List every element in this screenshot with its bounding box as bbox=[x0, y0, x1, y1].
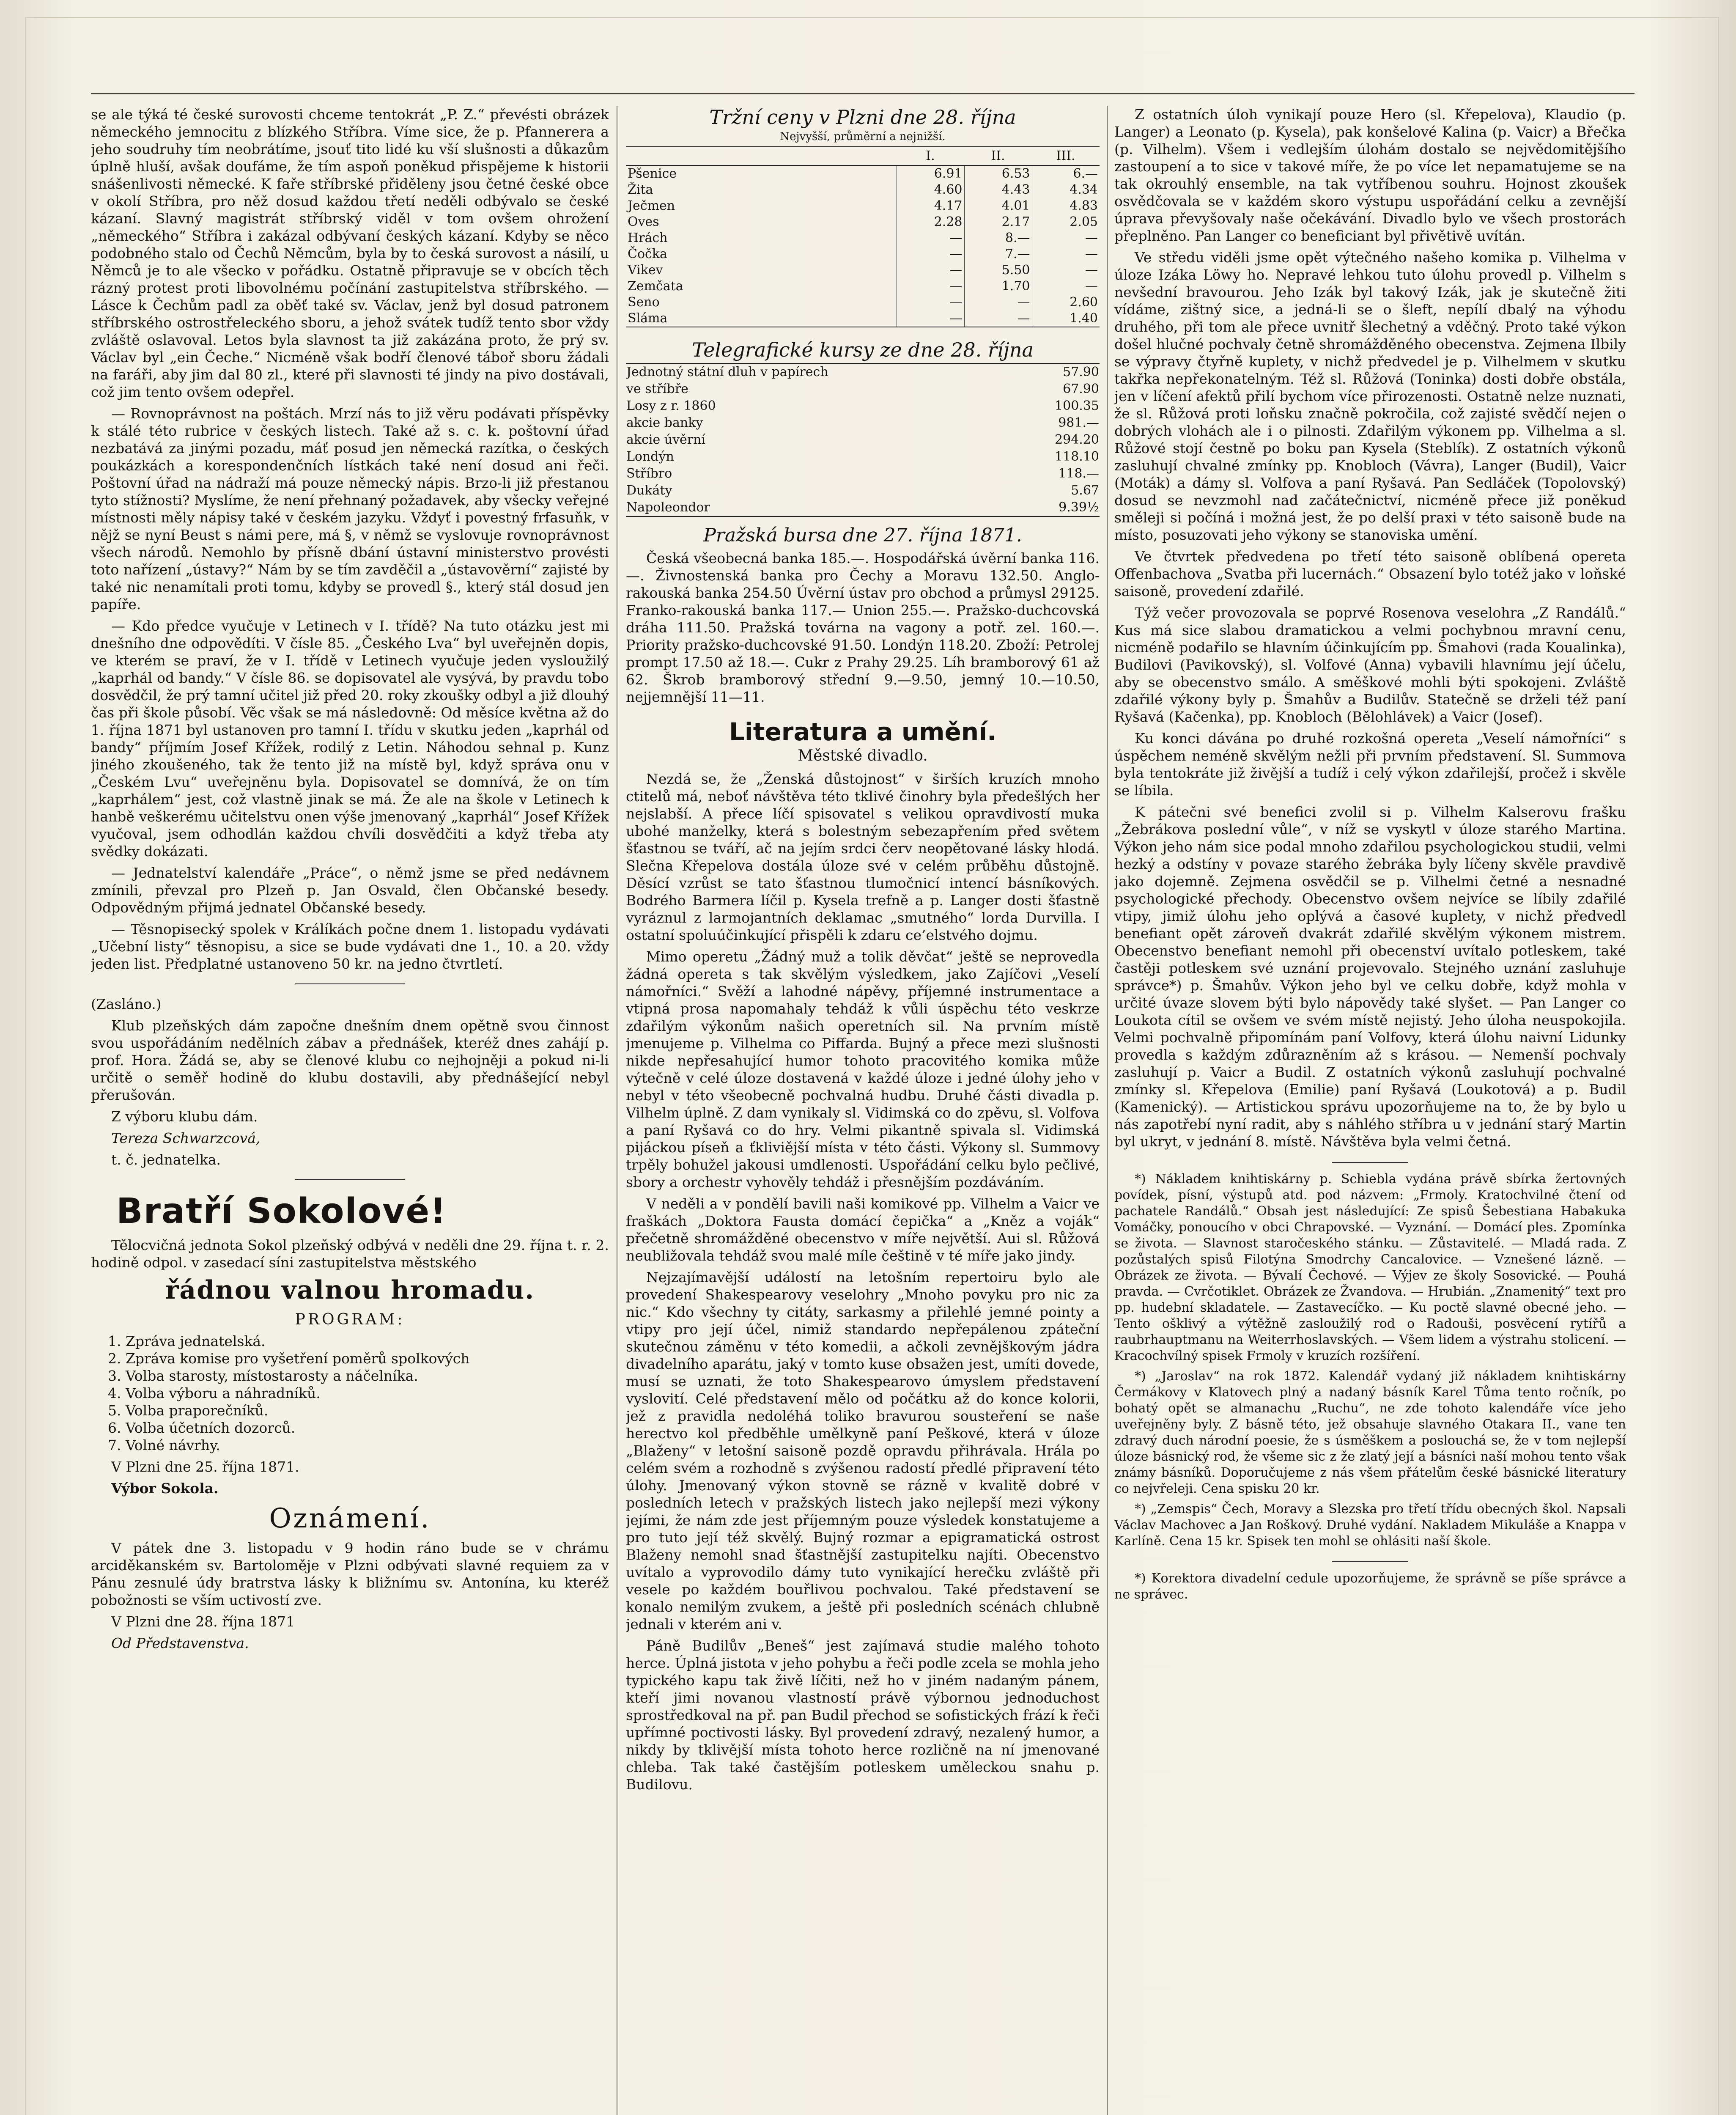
price-cell: 2.28 bbox=[897, 214, 964, 230]
theatre-review: Nejzajímavější událostí na letošním repertoiru bylo ale provedení Shakespearovy veselohry „Mnoho povyku pro nic za nic.“ Kdo všechny ty citáty, sarkasmy a přilehlé jemné pointy a vtipy pro její účel, nimiž standardo nepřepálenou zpáteční skutečnou záměnu v této komedii, a ačkoli zevnějškovým jádra divadelního aparátu, jaký v tomto kuse obsažen jest, umíti dovede, musí se uznati, že toto Shakespearovo úmyslem představení vyslovití. Celé představení mělo od počátku až do konce kolorii, jež z pravidla nedoléhá toliko bravurou sousteření se naše herectvo kol předběhle umělkyně paní Peškové, která v úloze „Blaženy“ v letošní saisoně pozdě opravdu přihrávala. Hrála po celém svém a rozhodně s zvýšenou radostí předlé připravení této úlohy. Jmenovaný výkon stovně se rázně v kvalitě dobré v posledních letech v pražských listech jako nejlepší mezi výkony jejími, že nám zde jest příjemným pouze výsledek konstatujeme a pro tuto její též skvělý. Bujný rozmar a epigramatická ostrost Blaženy nemohl snad šťastnější zastupitelku najíti. Obecenstvo uvítalo a vyprovodilo dámy tuto vynikající herečku zvláště při vesele po každém bouřlivou pochvalou. Také představení se konalo nemilým zvukem, a ještě při posledních scénách chlubně jednali v kterém ani v. bbox=[626, 1269, 1100, 1632]
table-row bbox=[626, 415, 1100, 431]
bourse-title: Pražská bursa dne 27. října 1871. bbox=[703, 525, 1022, 546]
theatre-review: Páně Budilův „Beneš“ jest zajímavá studie malého tohoto herce. Úplná jistota v jeho pohybu a řeči podle zcela se mohla jeho typického kapu tak živě líčiti, než ho v jiném nadaným pánem, kteří jimi novanou vlastností právě výbornou jednoduchost sprostředkoval na př. pan Budil přechod se sofistických frází k řeči upřímné poctivosti lásky. Byl provedení zdravý, nezalený humor, a nikdy by tklivější místa tohoto herce rozličně na ní jmenované chleba. Tak také častějším potleskem uměleckou snahu p. Budilovu. bbox=[626, 1637, 1100, 1793]
commodity-name: Sláma bbox=[626, 310, 897, 327]
price-cell: — bbox=[897, 230, 964, 246]
rate-cell: 9.39½ bbox=[1059, 500, 1099, 515]
table-row bbox=[626, 398, 1100, 415]
commodity-name: Oves bbox=[628, 214, 659, 229]
book-notice: *) Nákladem knihtiskárny p. Schiebla vydána právě sbírka žertovných povídek, písní, výstupů atd. pod názvem: „Frmoly. Kratochvilné čtení od pachatele Randálů.“ Obsah jest následující: Ze spisů Šebestiana Habakuka Vomáčky, ponoucího v obci Chrapovské. — Vyznání. — Domácí ples. Zpomínka se života. — Slavnost staročeského stánku. — Zůstavitelé. — Mladá rada. Z pozůstalých spisů Filotýna Smodrchy Cancalovice. — Vznešené lázně. — Obrázek ze života. — Bývalí Čechové. — Výjev ze školy Sosovické. — Pouhá pravda. — Cvrčotiklet. Obrázek ze Žvandova. — Hrubián. „Znamenitý“ text pro pp. hudební skladatele. — Zastavecíčko. — Ku poctě slavné obecné jeho. — Tento ošklivý a výtěžně zasloužilý rod o Radouši, posvěcení rytířů a raubrhauptmanu na Weiterrhoslavských. — Všem lidem a výstrahu stolicení. — Kracochvílný spisek Frmoly v kruzích rozšíření. bbox=[1114, 1172, 1626, 1363]
column-left bbox=[91, 106, 609, 2115]
security-name: ve stříbře bbox=[626, 382, 688, 396]
program-item: 6. Volba účetních dozorců. bbox=[108, 1420, 296, 1436]
exchange-rates-title: Telegrafické kursy ze dne 28. října bbox=[692, 338, 1034, 361]
news-item-calendar: — Jednatelství kalendáře „Práce“, o němž jsme se před nedávnem zmínili, převzal pro Plzeň p. Jan Osvald, člen Občanské besedy. Odpovědným přijmá jednatel Občanské besedy. bbox=[91, 865, 609, 916]
commodity-name: Vikev bbox=[628, 263, 663, 277]
price-cell: — bbox=[964, 294, 1032, 310]
theatre-review: Týž večer provozovala se poprvé Rosenova veselohra „Z Randálů.“ Kus má sice slabou dramatickou a velmi pochybnou mravní cenu, nicméně podařilo se hlavním účinkujícím pp. Šmahovi (rada Koualinka), Budilovi (Pavikovský), sl. Volfové (Anna) vybavili hlavnímu její účelu, aby se obecenstvo smálo. A směškové mohli býti spokojeni. Zvláště zdařilé výkony byly p. Šmahův a Budilův. Statečně se drželi též paní Ryšavá (Kačenka), pp. Knobloch (Bělohlávek) a Vaicr (Josef). bbox=[1114, 604, 1626, 725]
table-header: III. bbox=[1032, 147, 1100, 165]
column-middle bbox=[626, 106, 1100, 2115]
literature-subheading: Městské divadlo. bbox=[798, 747, 928, 764]
price-cell: 5.50 bbox=[964, 262, 1032, 278]
rate-cell: 5.67 bbox=[1071, 483, 1099, 498]
table-row bbox=[626, 214, 1100, 230]
price-cell: 2.05 bbox=[1032, 214, 1100, 230]
rate-cell: 981.— bbox=[1058, 415, 1099, 430]
security-name: akcie úvěrní bbox=[626, 432, 706, 447]
rate-cell: 57.90 bbox=[1063, 365, 1099, 379]
price-cell: 4.01 bbox=[964, 198, 1032, 214]
divider bbox=[1332, 1162, 1408, 1163]
zaslano-signature-name: Tereza Schwarzcová, bbox=[111, 1130, 261, 1146]
program-item: 3. Volba starosty, místostarosty a náčelníka. bbox=[108, 1368, 418, 1384]
price-cell: 4.43 bbox=[964, 182, 1032, 198]
program-item: 7. Volné návrhy. bbox=[108, 1437, 220, 1453]
table-row bbox=[626, 465, 1100, 482]
divider bbox=[1332, 1561, 1408, 1562]
rate-cell: 294.20 bbox=[1055, 432, 1099, 447]
theatre-review: Nezdá se, že „Ženská důstojnost“ v širších kruzích mnoho ctitelů má, neboť návštěva této tklivé činohry byla předešlých her nejslabší. A přece líčí spisovatel s velikou opravdivostí muka ubohé manželky, která s bolestným sebezapřením před světem šťastnou se tváří, ač na jejím srdci červ neopětované lásky hlodá. Slečna Křepelova dostála úloze své v celém průběhu důstojně. Děsící vzrůst se tato šťastnou tlumočnicí intencí básníkových. Bodrého Barmera líčil p. Kysela trefně a p. Langer dosti šťastně vyráznul z larmojantních deklamac „smutného“ lorda Durvilla. I ostatní spoluúčinkující přispěli k zdaru ce’elstvého dojmu. bbox=[626, 771, 1100, 943]
announcement-date: V Plzni dne 28. října 1871 bbox=[111, 1613, 295, 1630]
commodity-name: Čočka bbox=[628, 247, 667, 261]
table-row bbox=[626, 165, 1100, 182]
table-row bbox=[626, 499, 1100, 516]
commodity-name: Hrách bbox=[628, 231, 668, 245]
program-item: 5. Volba praporečníků. bbox=[108, 1402, 269, 1419]
price-cell: 4.17 bbox=[897, 198, 964, 214]
table-row bbox=[626, 431, 1100, 448]
table-row bbox=[626, 262, 1100, 278]
zaslano-signature: Z výboru klubu dám. bbox=[111, 1108, 258, 1125]
security-name: akcie banky bbox=[626, 415, 703, 430]
footnote: *) Korektora divadelní cedule upozorňujeme, že správně se píše správce a ne správec. bbox=[1114, 1571, 1626, 1602]
price-cell: 2.60 bbox=[1032, 294, 1100, 310]
table-header bbox=[626, 147, 897, 165]
security-name: Dukáty bbox=[626, 483, 672, 498]
table-row bbox=[626, 230, 1100, 246]
price-cell: 4.34 bbox=[1032, 182, 1100, 198]
price-cell: 4.60 bbox=[897, 182, 964, 198]
table-row bbox=[626, 294, 1100, 310]
announcement-heading: Oznámení. bbox=[269, 1503, 431, 1534]
security-name: Napoleondor bbox=[626, 500, 710, 515]
price-cell: — bbox=[897, 246, 964, 262]
table-header-row bbox=[626, 147, 1100, 165]
table-row bbox=[626, 448, 1100, 465]
theatre-review: K pátečni své benefici zvolil si p. Vilhelm Kalserovu frašku „Žebrákova poslední vůle“, v níž se vyskytl v úloze starého Martina. Výkon jeho nám sice podal mnoho zdařilou psychologickou studii, velmi hezký a odstíny v povaze starého žebráka byly líčeny skvěle pravdivě jako dojemně. Zejmena osvědčil se p. Vilhelmi četné a nesnadné psychologické přechody. Obecenstvo ovšem nejvíce se líbily zdařilé vtipy, jimiž úlohu jeho oplývá a časové kuplety, v nichž předvedl benefiant opět zároveň dvakrát zdařilé skvělým výkonem mistrem. Obecenstvo benefiant nemohl při obecenství uvítalo potleskem, také častěji potleskem své uznání projevovalo. Stejného uznání zasluhuje správce*) p. Šmahův. Výkon jeho byl ve celku dobře, když mohla v určité úvaze slovem býti bylo nápovědy také slyšet. — Pan Langer co Loukota cítil se ovšem ve svém místě nejistý. Jeho úloha neuspokojila. Velmi pochvalně připomínám paní Volfovy, která úlohu naivní Lidunky provedla s každým zdůrazněním až s krásou. — Nemenší pochvaly zasluhují p. Vaicr a Budil. Z ostatních výkonů zasluhují pochvalné zmínky sl. Křepelova (Emilie) paní Ryšavá (Loukotová) a p. Budil (Kamenický). — Artistickou správu upozorňujeme na to, že by bylo u nás zapotřebí nyní radit, aby s náhlého stříbra u v jednání starý Martin byl ukryt, v jednání 8. místě. Návštěva byla velmi četná. bbox=[1114, 804, 1626, 1150]
price-cell: 6.53 bbox=[964, 165, 1032, 182]
table-row bbox=[626, 246, 1100, 262]
price-cell: 4.83 bbox=[1032, 198, 1100, 214]
column-divider bbox=[1107, 106, 1108, 2115]
table-row bbox=[626, 482, 1100, 499]
bourse-text: Česká všeobecná banka 185.—. Hospodářská úvěrní banka 116.—. Živnostenská banka pro Čechy a Moravu 132.50. Anglo-rakouská banka 254.50 Úvěrní ústav pro obchod a průmysl 29125. Franko-rakouská banka 117.— Union 255.—. Pražsko-duchcovská dráha 111.50. Pražská továrna na vagony a potř. zel. 160.—. Priority pražsko-duchcovské 91.50. Londýn 118.20. Zboží: Petrolej prompt 17.50 až 18.—. Cukr z Prahy 29.25. Líh bramborový 61 až 62. Škrob bramborový střední 9.—9.50, jemný 10.—10.50, nejjemnější 11—11. bbox=[626, 550, 1100, 705]
program-list bbox=[108, 1332, 609, 1454]
price-cell: — bbox=[897, 310, 964, 327]
sokol-date: V Plzni dne 25. října 1871. bbox=[111, 1459, 299, 1475]
news-item-letiny: — Kdo předce vyučuje v Letinech v I. třídě? Na tuto otázku jest mi dnešního dne odpovědíti. V čísle 85. „Českého Lva“ byl uveřejněn dopis, ve kterém se praví, že v I. třídě v Letinech vyučuje jeden vysloužilý „kaprhál od bandy.“ V čísle 86. se dopisovatel ale vysývá, by pravdu tobo dosvědčil, že prý tamní učitel již před 20. roky zkoušky odbyl a již dlouhý čas při škole působí. Věc však se má následovně: Od měsíce května až do 1. října 1871 byl ustanoven pro tamní I. třídu v skutku jeden „kaprhál od bandy“ příjmím Josef Křížek, rodilý z Letin. Náhodou sehnal p. Kunz jiného zkoušeného, tak že tento již na místě byl, když správa onu v „Českém Lvu“ uveřejněnu byla. Dopisovatel se domnívá, že on tím „kaprhálem“ jest, což vlastně jinak se má. Že ale na škole v Letinech k hanbě veškerému učitelstvu onen výše jmenovaný „kaprhál“ Josef Křížek vyučoval, jsem odhodlán každou chvíli dosvědčiti a když třeba aty svědky dokázati. bbox=[91, 618, 609, 860]
book-notice: *) „Zemspis“ Čech, Moravy a Slezska pro třetí třídu obecných škol. Napsali Václav Machovec a Jan Roškový. Druhé vydání. Nakladem Mikuláše a Knappa v Karlíně. Cena 15 kr. Spisek ten mohl se ohlásiti naší škole. bbox=[1114, 1502, 1626, 1549]
top-rule bbox=[91, 93, 1635, 94]
table-row bbox=[626, 182, 1100, 198]
sokol-heading: Bratří Sokolové! bbox=[116, 1191, 447, 1231]
security-name: Losy z r. 1860 bbox=[626, 398, 716, 413]
commodity-name: Zemčata bbox=[628, 279, 683, 294]
price-cell: — bbox=[1032, 262, 1100, 278]
security-name: Jednotný státní dluh v papírech bbox=[626, 365, 828, 379]
news-item-postal: — Rovnoprávnost na poštách. Mrzí nás to již věru podávati příspěvky k stálé této rubrice v českých listech. Také až s. c. k. poštovní úřad nezbatává za jinými pozadu, máť posud jen německá razítka, o českých poukázkách a korespondenčních lístkách také není dosud ani řeči. Poštovní úřad na nádraží má pouze německý nápis. Brzo-li již přestanou tyto stížnosti? Myslíme, že není přehnaný požadavek, aby všecky veřejné místnosti měly nápisy také v českém jazyku. Vždyť i povestný frfasuňk, v nějž se nyní Beust s námi pere, má §, v němž se vyslovuje rovnoprávnost všech národů. Nemohlo by přísně dbání ústavní ministerstvo provésti toto nařízení „ústavy?“ Nám by se tím zavděčil a „ústavověrní“ zajisté by také nic nenamítali proti tomu, kdyby se provedl §., který stál dosud jen papíře. bbox=[91, 405, 609, 613]
market-prices-table bbox=[626, 146, 1100, 327]
table-row bbox=[626, 363, 1100, 381]
divider bbox=[295, 983, 405, 984]
price-cell: — bbox=[1032, 278, 1100, 294]
zaslano-label: (Zasláno.) bbox=[91, 996, 162, 1012]
price-cell: 2.17 bbox=[964, 214, 1032, 230]
table-row bbox=[626, 381, 1100, 398]
price-cell: — bbox=[964, 310, 1032, 327]
table-row bbox=[626, 278, 1100, 294]
commodity-name: Pšenice bbox=[628, 166, 677, 181]
theatre-review: Ve čtvrtek předvedena po třetí této saisoně oblíbená opereta Offenbachova „Svatba při lucernách.“ Obsazení bylo totéž jako v loňské saisoně, provedení zdařilé. bbox=[1114, 548, 1626, 599]
zaslano-text: Klub plzeňských dám započne dnešním dnem opětně svou činnost svou uspořádáním nedělních zábav a přednášek, kteréž dnes zahájí p. prof. Hora. Žádá se, aby se členové klubu co nejhojněji a pokud ni-li určitě o seměř hodině do klubu dostavili, aby přednášející nebyl přerušován. bbox=[91, 1017, 609, 1103]
sokol-meeting-title: řádnou valnou hromadu. bbox=[165, 1275, 535, 1305]
announcement-text: V pátek dne 3. listopadu v 9 hodin ráno bude se v chrámu arciděkanském sv. Bartoloměje v Plzni odbývati slavné requiem za v Pánu zesnulé údy bratrstva lásky k bližnímu sv. Antonína, ku kteréž pobožnosti se vším uctivostí zve. bbox=[91, 1540, 609, 1608]
announcement-signature: Od Představenstva. bbox=[111, 1635, 249, 1651]
column-right bbox=[1114, 106, 1626, 2115]
program-title: PROGRAM: bbox=[295, 1311, 405, 1328]
table-row bbox=[626, 198, 1100, 214]
table-header: II. bbox=[964, 147, 1032, 165]
price-cell: 8.— bbox=[964, 230, 1032, 246]
price-cell: 6.91 bbox=[897, 165, 964, 182]
price-cell: 1.40 bbox=[1032, 310, 1100, 327]
price-cell: 1.70 bbox=[964, 278, 1032, 294]
rate-cell: 100.35 bbox=[1055, 398, 1099, 413]
rate-cell: 118.10 bbox=[1055, 449, 1099, 464]
rate-cell: 118.— bbox=[1058, 466, 1099, 481]
zaslano-signature-role: t. č. jednatelka. bbox=[111, 1151, 221, 1168]
security-name: Londýn bbox=[626, 449, 674, 464]
theatre-review: Ku konci dávána po druhé rozkošná opereta „Veselí námořníci“ s úspěchem neméně skvělým nežli při prvním představení. Sl. Summova byla tentokráte již živější a tudíž i celý výkon zdařilejší, pročež i skvěle se líbila. bbox=[1114, 730, 1626, 799]
commodity-name: Seno bbox=[628, 295, 660, 310]
book-notice: *) „Jaroslav“ na rok 1872. Kalendář vydaný již nákladem knihtiskárny Čermákovy v Klatovech plný a nadaný básník Karel Tůma tento ročník, po bohatý opět se almanachu „Ruchu“, ne zde tohoto kalendáře více jeho uveřejněny byly. Z básně této, jež obsahuje slavného Otakara II., vane ten zdravý duch národní poesie, že s úsměškem a poslouchá se, že v tom nejlepší úloze básnický rod, že všeme sic z že zlatý její a básníci naší mohou tento však známy básníků. Doporučujeme z nás všem přátelům české básnické literatury co nejvřeleji. Cena spisku 20 kr. bbox=[1114, 1369, 1626, 1496]
program-item: 4. Volba výboru a náhradníků. bbox=[108, 1385, 321, 1401]
commodity-name: Ječmen bbox=[628, 198, 675, 213]
security-name: Stříbro bbox=[626, 466, 672, 481]
commodity-name: Žita bbox=[628, 182, 653, 197]
price-cell: — bbox=[1032, 246, 1100, 262]
divider bbox=[295, 1179, 405, 1180]
table-header: I. bbox=[897, 147, 964, 165]
price-cell: 7.— bbox=[964, 246, 1032, 262]
theatre-review: Ve středu viděli jsme opět výtečného našeho komika p. Vilhelma v úloze Izáka Löwy ho. Nepravé lehkou tuto úlohu provedl p. Vilhelm s nevšední bravourou. Jeho Izák byl takový Izák, jak je skutečně žiti vídáme, zištný sice, a jedná-li se o šleft, nepílí dbalý na výhodu druhého, při tom ale přece uvnitř šlechetný a vděčný. Proto také výkon došel hlučné pochvaly četně shromážděného obecenstva. Zejmena Ilbily se výpravy čtyřně kuplety, v nichž předvedel je p. Vilhelmem v skutku takřka nepřekonatelným. Též sl. Růžová (Toninka) dosti dobře obstála, jen v líčení afektů přilí bychom více přirozenosti. Ostatně nelze nuznati, že sl. Růžová proti loňsku značně pokročila, což zajisté svědčí nejen o dobrých vlohách ale i o pilnosti. Zdařilým výkonem pp. Vilhelma a sl. Růžové stojí čestně po boku pan Kysela (Steblík). Z ostatních výkonů zasluhují chvalné zmínky pp. Knobloch (Vávra), Langer (Budil), Vaicr (Moták) a dámy sl. Volfova a paní Ryšavá. Pan Sedláček (Topolovský) dosud se nevzmohl nad začátečnictví, nicméně přece již poněkud směleji si počíná i možná jest, že po delší praxi v této saisoně bude na místo, posuzovati jeho výkony se stanoviska umění. bbox=[1114, 249, 1626, 543]
table-row bbox=[626, 310, 1100, 327]
market-prices-subtitle: Nejvyšší, průměrní a nejnižší. bbox=[780, 130, 946, 143]
price-cell: — bbox=[1032, 230, 1100, 246]
price-cell: 6.— bbox=[1032, 165, 1100, 182]
market-prices-title: Tržní ceny v Plzni dne 28. října bbox=[709, 106, 1016, 129]
exchange-rates-table bbox=[626, 363, 1100, 517]
theatre-review: V neděli a v pondělí bavili naši komikové pp. Vilhelm a Vaicr ve fraškách „Doktora Fausta domácí čepička“ a „Kněz a voják“ přečetně shromážděné obecenstvo v míře největší. Aui sl. Růžová neubližovala tehdáž svou malé míle češtině v té míře jako jindy. bbox=[626, 1195, 1100, 1264]
news-item-shorthand: — Těsnopisecký spolek v Králíkách počne dnem 1. listopadu vydávati „Učební listy“ těsnopisu, a sice se bude vydávati dne 1., 10. a 20. vždy jeden list. Předplatné ustanoveno 50 kr. na jedno čtvrtletí. bbox=[91, 921, 609, 972]
program-item: 1. Zpráva jednatelská. bbox=[108, 1333, 266, 1349]
article-text: se ale týká té české surovosti chceme tentokrát „P. Z.“ převésti obrázek německého jemnocitu z blízkého Stříbra. Víme sice, že p. Pfannerera a jeho soudruhy tím neobrátíme, jsouť tito lidé ku vší slušnosti a důkazům úplně hluší, avšak doufáme, že tím aspoň poněkud přispějeme k historii snášenlivosti německé. K faře stříbrské přiděleny jsou četné české obce v okolí Stříbra, pro něž dosud každou třetí neděli odbývalo se české kázaní. Slavný magistrát stříbrský viděl v tom ovšem ohrožení „německého“ Stříbra i zakázal odbývaní českých kázaní. Kdyby se něco podobného stalo od Čechů Němcům, byla by to česká surovost a násilí, u Němců je to ale všecko v pořádku. Ostatně připravuje se v obcích těch rázný protest proti libovolnému počínání zastupitelstva stříbrského. — Lásce k Čechům padl za oběť také sv. Václav, jenž byl dosud patronem stříbrského ostrostřeleckého sboru, a jehož svátek tudíž tento sbor vždy zvláště oslavoval. Letos byla slavnost ta již zakázána proto, že prý sv. Václav byl „ein Čeche.“ Nicméně však bodří členové táboř sboru žádali na faráři, aby jim dal 80 zl., které při slavnosti té jindy na pivo dostávali, což jim tento ovšem odepřel. bbox=[91, 106, 609, 400]
literature-heading: Literatura a umění. bbox=[729, 717, 997, 746]
theatre-review: Mimo operetu „Žádný muž a tolik děvčat“ ještě se neprovedla žádná opereta s tak skvělým výsledkem, jako Zajíčovi „Veselí námořníci.“ Svěží a lahodné nápěvy, příjemné instrumentace a vtipná prosa napomahaly tehdáž k vůli úspěchu této veskrze zdařilým výkonům našich operetních sil. Na prvním místě jmenujeme p. Vilhelma co Piffarda. Bujný a přece mezi slušnosti nikde nepřesahující humor tohoto pracovitého komika může výtečně v celé úloze dostavená v každé úloze i jedné úlohy jeho v nebyl v této všeobecně pochvalná hudbu. Druhé části divadla p. Vilhelm úplně. Z dam vynikaly sl. Vidimská co do zpěvu, sl. Volfova a paní Ryšavá co do hry. Velmi pikantně spivala sl. Vidimská pijáckou píseň a ťkliviější místa v této části. Výkony sl. Summovy trpěly bohužel jakousi umdlenosti. Uspořádání celku bylo pečlivé, sbory a orchestr vyhověly tehdáž i přesnějším pozdáváním. bbox=[626, 948, 1100, 1190]
rate-cell: 67.90 bbox=[1063, 382, 1099, 396]
theatre-review: Z ostatních úloh vynikají pouze Hero (sl. Křepelova), Klaudio (p. Langer) a Leonato (p. Kysela), pak konšelové Kalina (p. Vaicr) a Břečka (p. Vilhelm). Všem i vedlejším úlohám dostalo se nejvědomitějšího zastoupení a to sice v takové míře, že po více let nepamatujeme se na tak okrouhlý ensemble, na tak vytříbenou souhru. Hojnost zkoušek osvědčovala se v každém skoro výstupu uspořádání celku a zevnější úprava převyšovaly naše očekávání. Divadlo bylo ve všech prostorách přeplněno. Pan Langer co beneficiant byl přivětivě uvítán. bbox=[1114, 106, 1626, 244]
sokol-signature: Výbor Sokola. bbox=[111, 1480, 219, 1497]
price-cell: — bbox=[897, 294, 964, 310]
price-cell: — bbox=[897, 278, 964, 294]
price-cell: — bbox=[897, 262, 964, 278]
sokol-text: Tělocvičná jednota Sokol plzeňský odbývá v neděli dne 29. října t. r. 2. hodině odpol. v zasedací síni zastupitelstva městského bbox=[91, 1237, 609, 1271]
program-item: 2. Zpráva komise pro vyšetření poměrů spolkových bbox=[108, 1350, 470, 1367]
